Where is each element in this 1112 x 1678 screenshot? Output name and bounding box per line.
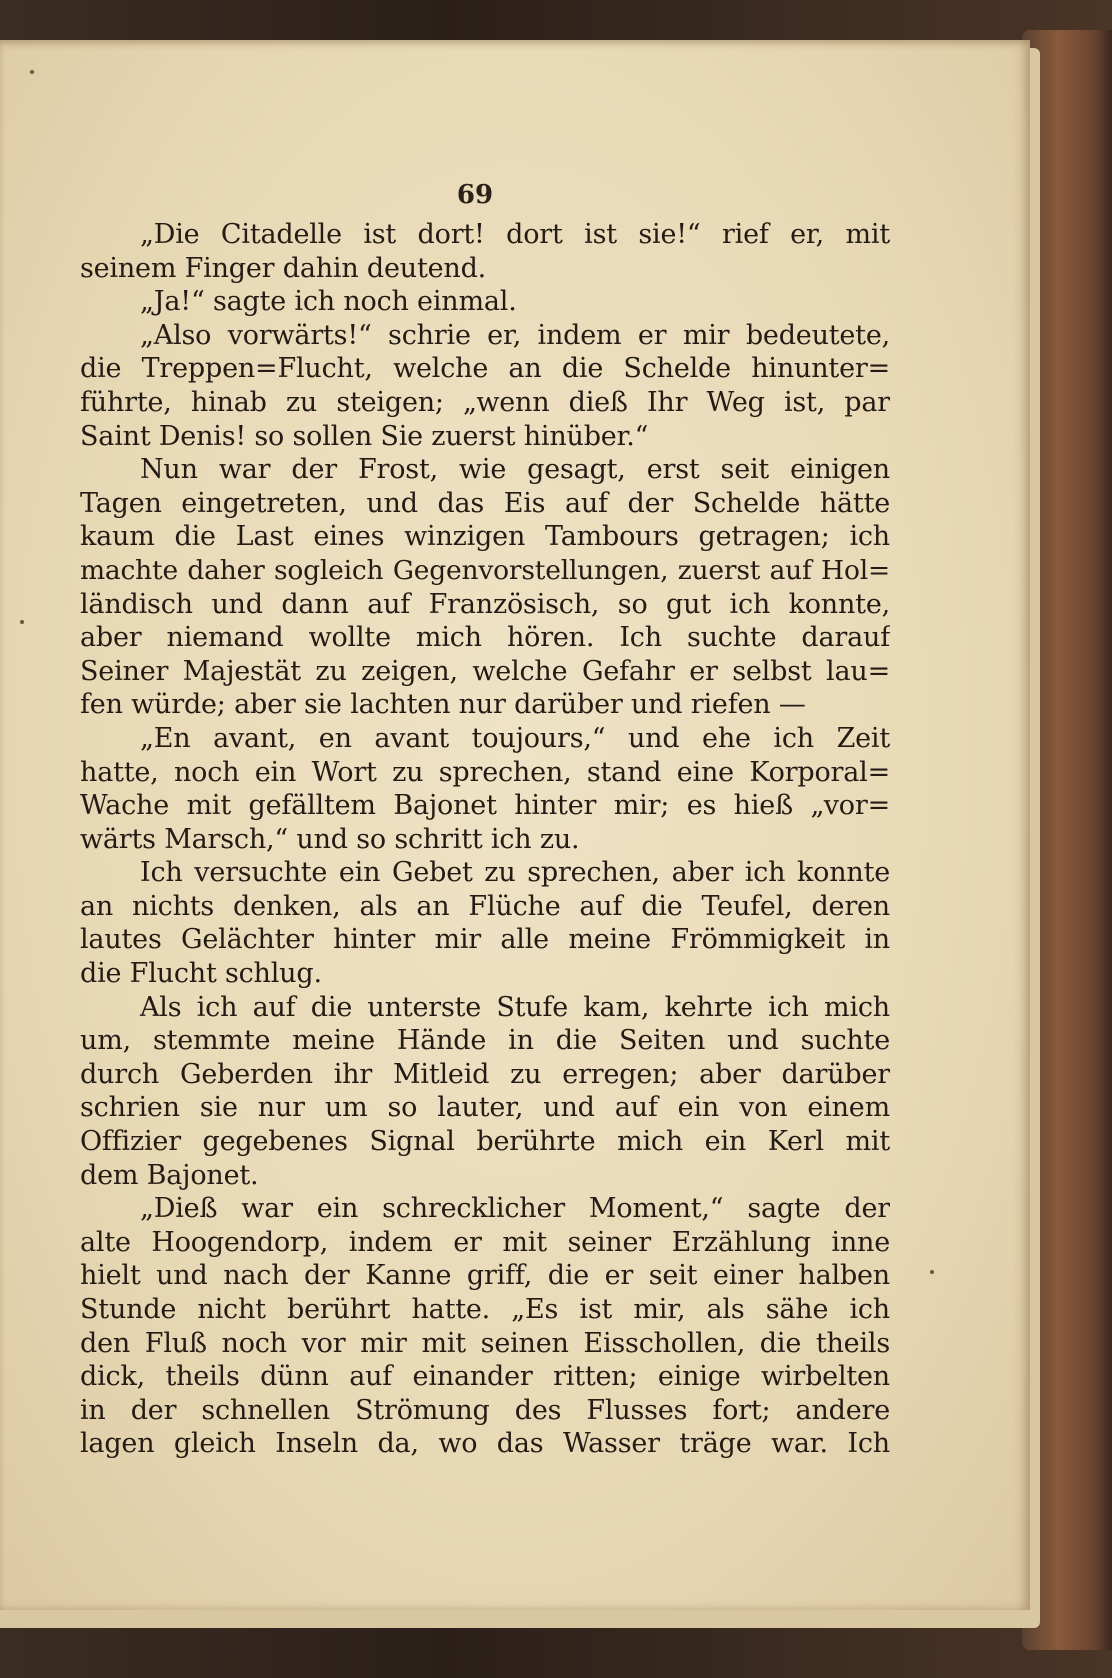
text-line: „Also vorwärts!“ schrie er, indem er mir bedeutete, — [140, 319, 890, 351]
text-line: Stunde nicht berührt hatte. „Es ist mir, als sähe ich — [80, 1294, 890, 1325]
text-line: „En avant, en avant toujours,“ und ehe ich Zeit — [140, 722, 890, 754]
text-line: ländisch und dann auf Französisch, so gut ich konnte, — [80, 588, 890, 620]
text-line: schrien sie nur um so lauter, und auf ein von einem — [80, 1092, 890, 1124]
text-line: Als ich auf die unterste Stufe kam, kehrte ich mich — [140, 991, 890, 1023]
text-line: die Flucht schlug. — [80, 958, 322, 990]
text-line: die Treppen=Flucht, welche an die Schelde hinunter= — [80, 353, 890, 385]
text-line: an nichts denken, als an Flüche auf die Teufel, deren — [80, 890, 890, 922]
text-line: seinem Finger dahin deutend. — [80, 252, 487, 284]
text-line: lautes Gelächter hinter mir alle meine Frömmigkeit in — [80, 924, 890, 956]
text-line: alte Hoogendorp, indem er mit seiner Erzählung inne — [80, 1226, 890, 1258]
paper-fleck — [930, 1270, 934, 1274]
text-line: kaum die Last eines winzigen Tambours getragen; ich — [80, 521, 890, 553]
text-line: aber niemand wollte mich hören. Ich suchte darauf — [80, 622, 890, 654]
text-line: durch Geberden ihr Mitleid zu erregen; aber darüber — [80, 1058, 890, 1090]
text-line: Wache mit gefälltem Bajonet hinter mir; es hieß „vor= — [80, 790, 890, 822]
text-line: lagen gleich Inseln da, wo das Wasser träge war. Ich — [80, 1428, 890, 1460]
text-line: dem Bajonet. — [80, 1159, 259, 1191]
text-line: „Dieß war ein schrecklicher Moment,“ sagte der — [140, 1193, 890, 1225]
text-line: Offizier gegebenes Signal berührte mich ein Kerl mit — [80, 1126, 890, 1158]
text-line: Tagen eingetreten, und das Eis auf der Schelde hätte — [80, 487, 890, 519]
text-line: Ich versuchte ein Gebet zu sprechen, aber ich konnte — [140, 857, 890, 889]
body-text — [80, 218, 890, 1461]
paper-fleck — [20, 620, 24, 624]
text-line: „Die Citadelle ist dort! dort ist sie!“ rief er, mit — [140, 219, 890, 250]
text-line: führte, hinab zu steigen; „wenn dieß Ihr Weg ist, par — [80, 386, 890, 418]
text-line: dick, theils dünn auf einander ritten; einige wirbelten — [80, 1361, 890, 1393]
text-line: Seiner Majestät zu zeigen, welche Gefahr er selbst lau= — [80, 655, 890, 687]
paper-fleck — [30, 70, 34, 74]
text-line: hielt und nach der Kanne griff, die er seit einer halben — [80, 1260, 890, 1292]
text-line: hatte, noch ein Wort zu sprechen, stand eine Korporal= — [80, 756, 890, 788]
text-line: „Ja!“ sagte ich noch einmal. — [140, 286, 517, 318]
text-line: Saint Denis! so sollen Sie zuerst hinüber.“ — [80, 420, 649, 452]
page-number: 69 — [456, 180, 494, 210]
text-line: machte daher sogleich Gegenvorstellungen, zuerst auf Hol= — [80, 554, 890, 586]
book-page — [0, 40, 1030, 1610]
text-line: Nun war der Frost, wie gesagt, erst seit einigen — [140, 454, 890, 486]
text-line: fen würde; aber sie lachten nur darüber und riefen — — [80, 689, 806, 721]
text-line: um, stemmte meine Hände in die Seiten und suchte — [80, 1025, 890, 1057]
text-line: in der schnellen Strömung des Flusses fort; andere — [80, 1394, 890, 1426]
text-line: wärts Marsch,“ und so schritt ich zu. — [80, 823, 580, 855]
text-line: den Fluß noch vor mir mit seinen Eisschollen, die theils — [80, 1327, 890, 1359]
